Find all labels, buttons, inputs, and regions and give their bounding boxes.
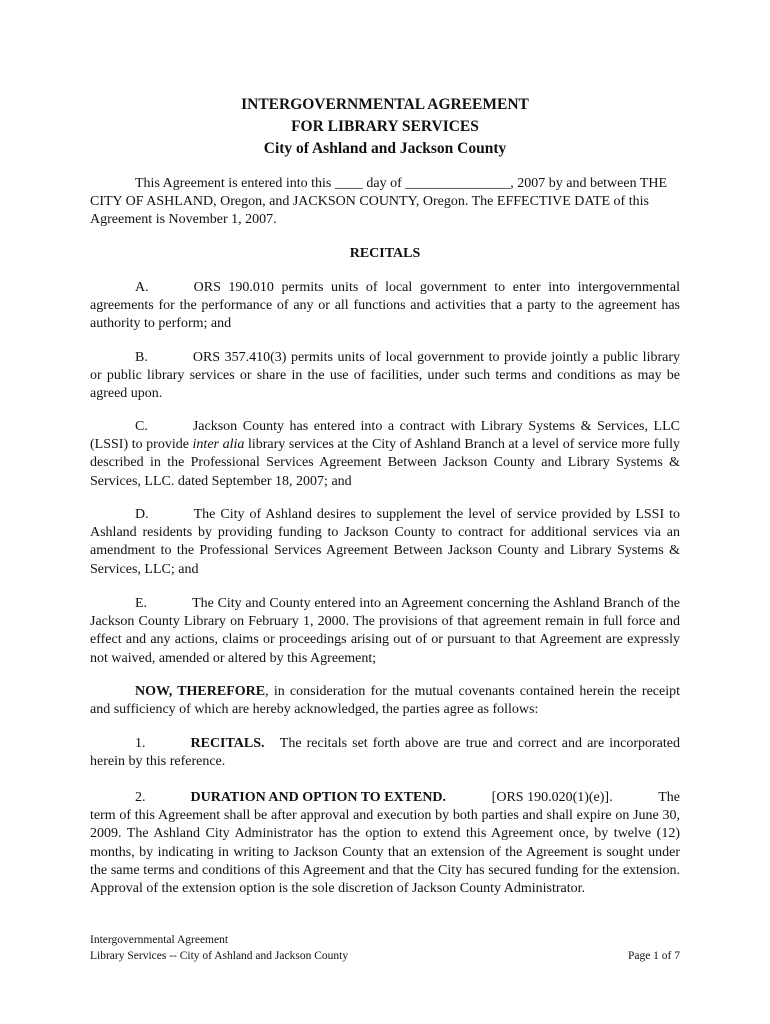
recitals-heading: RECITALS xyxy=(349,246,421,261)
section-ors-ref: [ORS 190.020(1)(e)]. xyxy=(491,790,613,805)
section-2-first-line xyxy=(90,789,680,807)
section-text: The recitals set forth above are true and correct and are incorporated herein by this reference. xyxy=(90,736,680,770)
footer-line-2: Library Services -- City of Ashland and Jackson County xyxy=(90,950,349,962)
document-title xyxy=(90,94,680,160)
intro-text: This Agreement is entered into this ____ day of _______________, 2007 by and between THE CITY OF ASHLAND, Oregon, and JACKSON COUNTY, Oregon. The EFFECTIVE DATE of this Agreement is November 1, 2007. xyxy=(90,176,668,228)
section-text-start: The xyxy=(658,790,680,805)
title-line-3: City of Ashland and Jackson County xyxy=(263,140,507,157)
section-2 xyxy=(90,789,680,898)
recital-letter: A. xyxy=(135,280,149,295)
recital-text: Jackson County has entered into a contract with Library Systems & Services, LLC (LSSI) to provide xyxy=(90,419,680,453)
recital-text: The City and County entered into an Agreement concerning the Ashland Branch of the Jackson County Library on February 1, 2000. The provisions of that agreement remain in full force and effect and any actions, claims or proceedings arising out of or pursuant to that Agreement are expressly not waived, amended or altered by this Agreement; xyxy=(90,596,680,666)
page-number: Page 1 of 7 xyxy=(627,950,680,962)
section-heading: RECITALS. xyxy=(190,736,265,751)
recital-letter: D. xyxy=(135,507,149,522)
title-line-1: INTERGOVERNMENTAL AGREEMENT xyxy=(241,96,529,113)
section-1 xyxy=(90,735,680,771)
intro-paragraph xyxy=(90,175,680,230)
recital-d xyxy=(90,506,680,579)
recital-b xyxy=(90,349,680,404)
recital-text: ORS 190.010 permits units of local government to enter into intergovernmental agreements for the performance of any or all functions and activities that a party to the agreement has authority to perform; and xyxy=(90,280,680,332)
recital-text-cont: library services at the City of Ashland Branch at a level of service more fully described in the Professional Services Agreement Between Jackson County and Library Systems & Services, LLC. dated September 18, 2007; and xyxy=(90,437,681,489)
section-text: term of this Agreement shall be after approval and execution by both parties and shall expire on June 30, 2009. The Ashland City Administrator has the option to extend this Agreement once, by twelve (12) months, by indicating in writing to Jackson County that an extension of the Agreement is sought under the same terms and conditions of this Agreement and that the City has secured funding for the extension. Approval of the extension option is the sole discretion of Jackson County Administrator. xyxy=(90,808,680,897)
section-heading: DURATION AND OPTION TO EXTEND. xyxy=(190,790,447,805)
recital-c xyxy=(90,418,680,491)
section-number: 1. xyxy=(135,736,146,751)
now-therefore-label: NOW, THEREFORE xyxy=(135,684,266,699)
section-number: 2. xyxy=(135,790,146,805)
now-therefore-paragraph xyxy=(90,683,680,719)
now-therefore-text: , in consideration for the mutual covenants contained herein the receipt and sufficiency of which are hereby acknowledged, the parties agree as follows: xyxy=(90,684,680,718)
recital-letter: B. xyxy=(135,350,148,365)
recital-e xyxy=(90,595,680,668)
recital-letter: C. xyxy=(135,419,148,434)
page-footer xyxy=(90,932,680,964)
recital-italic-text: inter alia xyxy=(192,437,245,453)
title-line-2: FOR LIBRARY SERVICES xyxy=(291,118,479,135)
recital-a xyxy=(90,279,680,334)
recital-text: The City of Ashland desires to supplement the level of service provided by LSSI to Ashland residents by providing funding to Jackson County to contract for additional services via an amendment to the Professional Services Agreement Between Jackson County and Library Systems & Services, LLC; and xyxy=(90,507,680,577)
recital-letter: E. xyxy=(135,596,148,611)
recital-text: ORS 357.410(3) permits units of local government to provide jointly a public library or public library services or share in the use of facilities, under such terms and conditions as may be agreed upon. xyxy=(90,350,680,402)
footer-line-1: Intergovernmental Agreement xyxy=(90,934,229,946)
